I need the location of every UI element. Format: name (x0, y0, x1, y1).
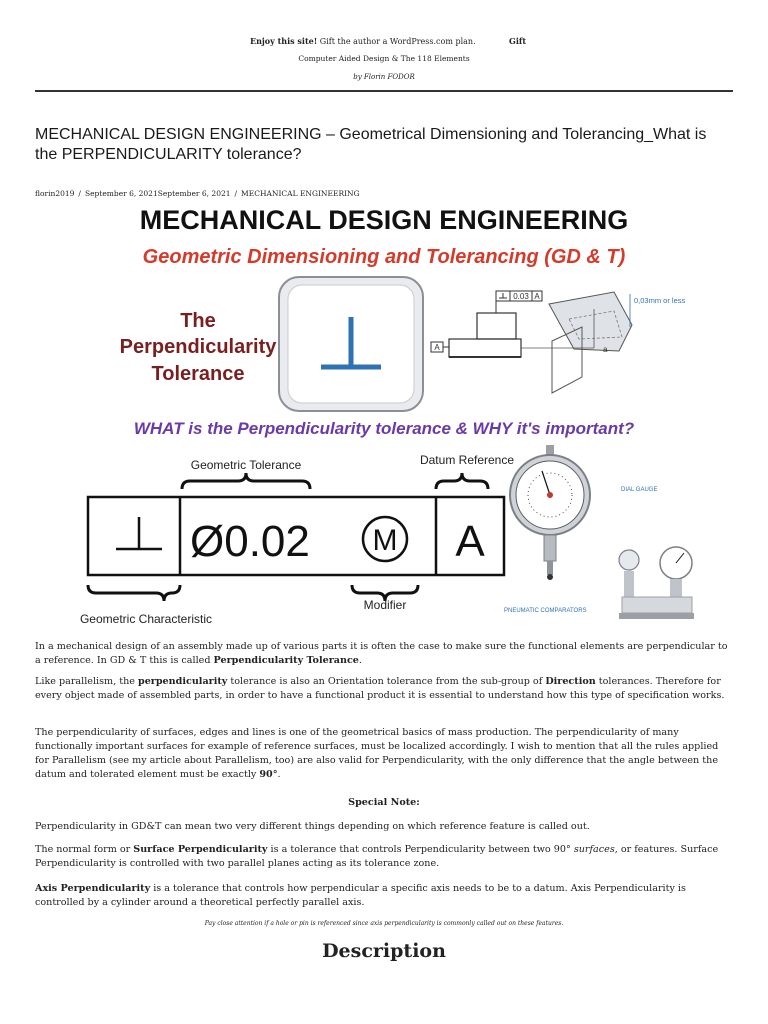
date-link[interactable]: September 6, 2021September 6, 2021 (84, 189, 231, 198)
paragraph-5-italic: surfaces (573, 844, 615, 855)
post-title: MECHANICAL DESIGN ENGINEERING – Geometrical Dimensioning and Tolerancing_What is the PERPENDICULARITY tolerance? (35, 126, 707, 163)
drawing-spec-label: 0,03mm or less (634, 296, 686, 305)
paragraph-2 (35, 675, 733, 703)
author-link[interactable]: florin2019 (35, 189, 75, 198)
paragraph-5-bold: Surface Perpendicularity (133, 844, 268, 855)
paragraph-3-bold: 90° (259, 769, 278, 780)
description-heading: Description (322, 940, 446, 962)
enjoy-rest: Gift the author a WordPress.com plan. (317, 37, 476, 46)
header-divider (35, 90, 733, 92)
gift-link[interactable]: Gift (509, 36, 527, 46)
paragraph-3 (35, 726, 733, 782)
paragraph-2-bold-2: Direction (545, 676, 596, 687)
perpendicularity-icon (279, 277, 423, 411)
paragraph-1-text: In a mechanical design of an assembly made up of various parts it is often the case to make sure the functional elements are perpendicular to a reference. In GD & T this is called (35, 641, 728, 666)
post-meta (35, 189, 360, 198)
paragraph-5 (35, 843, 733, 871)
label-modifier: Modifier (363, 598, 407, 612)
paragraph-5-text-3: , or features. Surface Perpendicularity is controlled with two parallel planes acting as its tolerance zone. (35, 844, 719, 869)
drawing-datum-a: A (434, 343, 440, 352)
paragraph-4: Perpendicularity in GD&T can mean two very different things depending on which reference feature is called out. (35, 821, 590, 832)
paragraph-1-end: . (358, 655, 362, 666)
banner-title: MECHANICAL DESIGN ENGINEERING (139, 205, 629, 235)
label-datum-reference: Datum Reference (419, 453, 515, 467)
fcf-modifier: M (372, 524, 398, 557)
label-geometric-tolerance: Geometric Tolerance (190, 458, 302, 472)
paragraph-2-text-3: tolerances. Therefore for every object made of assembled parts, in order to have a functional product it is essential to understand how this type of specification works. (35, 676, 725, 701)
dial-gauge-label: DIAL GAUGE (621, 487, 658, 493)
paragraph-1-bold: Perpendicularity Tolerance (213, 655, 359, 666)
paragraph-3-text: The perpendicularity of surfaces, edges and lines is one of the geometrical basics of mass production. The perpendicularity of many functionally important surfaces for example of reference surfaces, must be localized accordingly. I wish to mention that all the rules applied for Parallelism (see my article about Parallelism, too) are also valid for Perpendicularity, with the only difference that the angle between the datum and tolerated element must be exactly (35, 727, 719, 780)
paragraph-2-bold-1: perpendicularity (137, 676, 228, 687)
banner-subtitle: Geometric Dimensioning and Tolerancing (GD & T) (142, 246, 626, 268)
paragraph-3-end: . (277, 769, 281, 780)
paragraph-5-text: The normal form or (35, 844, 134, 855)
drawing-dimension-a: a (603, 345, 608, 354)
category-link[interactable]: MECHANICAL ENGINEERING (241, 189, 360, 198)
paragraph-6-bold: Axis Perpendicularity (35, 883, 151, 894)
meta-separator: / (78, 189, 81, 198)
heading-line-1: The (180, 310, 216, 332)
fcf-tolerance-value: Ø0.02 (190, 517, 310, 566)
heading-line-3: Tolerance (151, 363, 245, 385)
label-geometric-characteristic: Geometric Characteristic (79, 612, 213, 626)
hero-image (74, 199, 694, 639)
paragraph-1 (35, 640, 733, 668)
paragraph-6 (35, 882, 733, 910)
paragraph-2-text: Like parallelism, the (35, 676, 138, 687)
drawing-tolerance: 0.03 (513, 292, 529, 301)
paragraph-5-text-2: is a tolerance that controls Perpendicularity between two 90° (267, 844, 574, 855)
site-title[interactable]: Computer Aided Design & The 118 Elements (298, 54, 470, 63)
fcf-datum: A (455, 517, 485, 566)
enjoy-bold: Enjoy this site! (250, 36, 318, 46)
paragraph-2-text-2: tolerance is also an Orientation tolerance from the sub-group of (227, 676, 546, 687)
pneumatic-label: PNEUMATIC COMPARATORS (504, 608, 587, 614)
heading-line-2: Perpendicularity (119, 336, 277, 358)
special-note-heading: Special Note: (348, 797, 420, 808)
site-byline: by Florin FODOR (353, 73, 415, 81)
footnote: Pay close attention if a hole or pin is referenced since axis perpendicularity is commonly called out on these features. (204, 920, 564, 927)
hero-question: WHAT is the Perpendicularity tolerance & WHY it's important? (133, 419, 635, 438)
meta-separator: / (234, 189, 238, 198)
enjoy-message (250, 36, 476, 46)
drawing-datum-ref: A (534, 292, 540, 301)
paragraph-6-text: is a tolerance that controls how perpendicular a specific axis needs to be to a datum. Axis Perpendicularity is controlled by a cylinder around a theoretical perfectly parallel axis. (35, 883, 686, 908)
